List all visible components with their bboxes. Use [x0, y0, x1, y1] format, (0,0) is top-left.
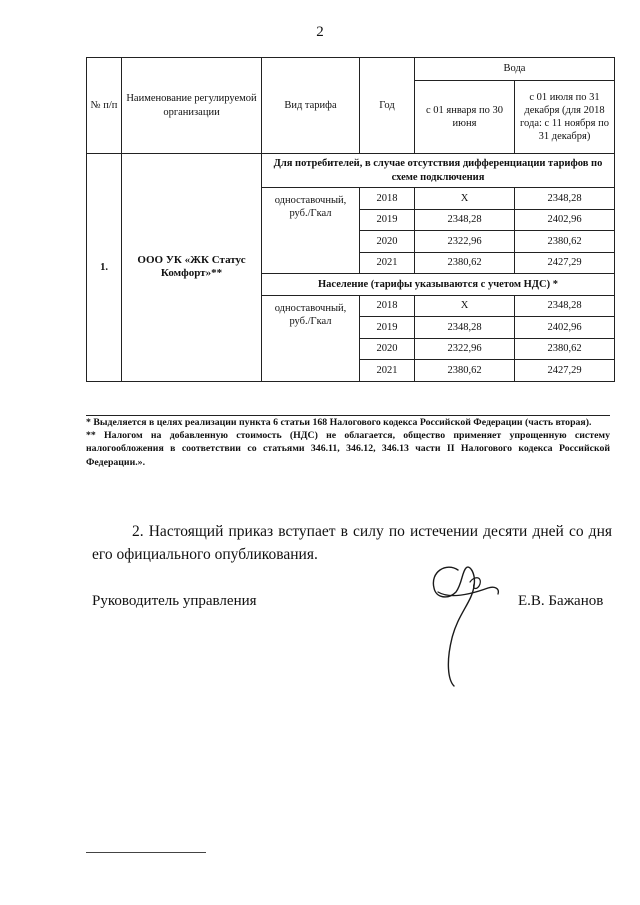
tariff-type-cell: одноставочный, руб./Гкал	[262, 188, 360, 274]
year-cell: 2019	[360, 317, 415, 339]
value-cell: 2322,96	[415, 231, 515, 253]
header-period-2: с 01 июля по 31 декабря (для 2018 года: с 11 ноября по 31 декабря)	[515, 81, 615, 154]
signatory-name: Е.В. Бажанов	[518, 593, 604, 609]
value-cell: 2348,28	[515, 295, 615, 317]
value-cell: 2348,28	[415, 209, 515, 231]
bottom-divider	[86, 852, 206, 853]
footnotes	[86, 415, 610, 469]
table-header-row	[87, 58, 615, 81]
tariff-table	[86, 57, 615, 382]
footnote-1: * Выделяется в целях реализации пункта 6 статьи 168 Налогового кодекса Российской Федерации (часть вторая).	[86, 417, 592, 428]
organization-name: ООО УК «ЖК Статус Комфорт»**	[122, 154, 262, 382]
header-water: Вода	[415, 58, 615, 81]
header-year: Год	[360, 58, 415, 154]
section-condition-row	[87, 154, 615, 188]
value-cell: 2427,29	[515, 360, 615, 382]
handwritten-signature	[418, 558, 508, 693]
tariff-type-cell: одноставочный, руб./Гкал	[262, 295, 360, 381]
year-cell: 2020	[360, 231, 415, 253]
value-cell: 2348,28	[515, 188, 615, 210]
row-number: 1.	[87, 154, 122, 382]
header-tariff-type: Вид тарифа	[262, 58, 360, 154]
value-cell: 2402,96	[515, 317, 615, 339]
value-cell: 2402,96	[515, 209, 615, 231]
footnote-2: ** Налогом на добавленную стоимость (НДС) не облагается, общество применяет упрощенную систему налогообложения в соответствии со статьями 346.11, 346.12, 346.13 части II Налогового кодекса Российской Федерации.».	[86, 430, 610, 468]
year-cell: 2018	[360, 295, 415, 317]
value-cell: 2380,62	[515, 338, 615, 360]
year-cell: 2018	[360, 188, 415, 210]
header-num: № п/п	[87, 58, 122, 154]
value-cell: Х	[415, 188, 515, 210]
value-cell: 2380,62	[515, 231, 615, 253]
value-cell: 2427,29	[515, 252, 615, 274]
order-paragraph: 2. Настоящий приказ вступает в силу по истечении десяти дней со дня его официального опубликования.	[92, 523, 612, 564]
value-cell: 2348,28	[415, 317, 515, 339]
signatory-role: Руководитель управления	[92, 593, 257, 609]
value-cell: Х	[415, 295, 515, 317]
section-condition: Население (тарифы указываются с учетом НДС) *	[262, 274, 615, 296]
year-cell: 2021	[360, 360, 415, 382]
year-cell: 2019	[360, 209, 415, 231]
header-org: Наименование регулируемой организации	[122, 58, 262, 154]
year-cell: 2021	[360, 252, 415, 274]
header-period-1: с 01 января по 30 июня	[415, 81, 515, 154]
value-cell: 2322,96	[415, 338, 515, 360]
page-number: 2	[316, 24, 324, 40]
year-cell: 2020	[360, 338, 415, 360]
value-cell: 2380,62	[415, 360, 515, 382]
value-cell: 2380,62	[415, 252, 515, 274]
section-condition: Для потребителей, в случае отсутствия дифференциации тарифов по схеме подключения	[262, 154, 615, 188]
